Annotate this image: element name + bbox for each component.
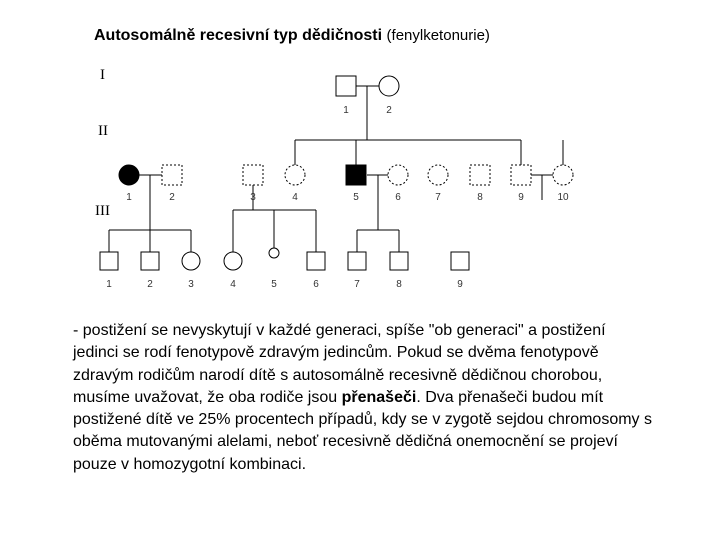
gen2-individual-8-label: 8 [477, 192, 483, 203]
gen2-individual-10-circle [553, 165, 573, 185]
gen3-individual-8-square [390, 252, 408, 270]
gen2-individual-6-circle [388, 165, 408, 185]
title-subtitle: (fenylketonurie) [386, 27, 490, 44]
gen3-individual-3-circle [182, 252, 200, 270]
gen2-individual-3-label: 3 [250, 192, 256, 203]
gen3-individual-9-square [451, 252, 469, 270]
gen2-individual-2-label: 2 [169, 192, 175, 203]
gen2-individual-7-label: 7 [435, 192, 441, 203]
description-text [73, 320, 653, 476]
gen3-individual-4-circle [224, 252, 242, 270]
generation-label-iii: III [95, 203, 110, 219]
gen3-individual-6-label: 6 [313, 279, 319, 290]
gen1-individual-1-label: 1 [343, 105, 349, 116]
gen1-individual-1-square [336, 76, 356, 96]
gen2-individual-2-square [162, 165, 182, 185]
gen3-individual-2-label: 2 [147, 279, 153, 290]
gen2-individual-9-square [511, 165, 531, 185]
gen2-individual-5-label: 5 [353, 192, 359, 203]
description-part-2: . Dva přenašeči budou mít postižené dítě ve 25% procentech případů, kdy se v zygotě sejdou chromosomy s oběma mutovanými alelami, neboť recesivně dědičná onemocnění se projeví pouze v homozygotní kombinaci. [73, 388, 652, 473]
gen2-individual-1-label: 1 [126, 192, 132, 203]
gen3-individual-5-label: 5 [271, 279, 277, 290]
gen2-individual-8-square [470, 165, 490, 185]
generation-labels [95, 67, 110, 219]
gen1-individual-2-circle [379, 76, 399, 96]
gen3-individual-1-square [100, 252, 118, 270]
gen3-individual-1-label: 1 [106, 279, 112, 290]
gen1-individual-2-label: 2 [386, 105, 392, 116]
description-bold-term: přenašeči [341, 388, 417, 406]
gen2-individual-5-square [346, 165, 366, 185]
gen3-individual-5-circle [269, 248, 279, 258]
gen3-individual-2-square [141, 252, 159, 270]
gen3-individual-7-label: 7 [354, 279, 360, 290]
gen3-individual-9-label: 9 [457, 279, 463, 290]
title-main: Autosomálně recesivní typ dědičnosti [94, 27, 383, 44]
gen2-individual-6-label: 6 [395, 192, 401, 203]
gen2-individual-4-circle [285, 165, 305, 185]
gen3-individual-4-label: 4 [230, 279, 236, 290]
gen3-individual-3-label: 3 [188, 279, 194, 290]
gen3-individual-6-square [307, 252, 325, 270]
gen2-individual-9-label: 9 [518, 192, 524, 203]
gen2-individual-7-circle [428, 165, 448, 185]
gen2-individual-1-circle [119, 165, 139, 185]
generation-label-ii: II [98, 123, 108, 139]
gen2-individual-10-label: 10 [557, 192, 569, 203]
description-part-1: - postižení se nevyskytují v každé generaci, spíše "ob generaci" a postižení jedinci se rodí fenotypově zdravým jedincům. Pokud se dvěma fenotypově zdravým rodičům narodí dítě s autosomálně recesivně dědičnou chorobou, musíme uvažovat, že oba rodiče jsou [73, 322, 606, 406]
generation-label-i: I [100, 67, 105, 83]
gen2-individual-4-label: 4 [292, 192, 298, 203]
pedigree-individuals [100, 76, 573, 290]
gen2-individual-3-square [243, 165, 263, 185]
gen3-individual-7-square [348, 252, 366, 270]
gen3-individual-8-label: 8 [396, 279, 402, 290]
